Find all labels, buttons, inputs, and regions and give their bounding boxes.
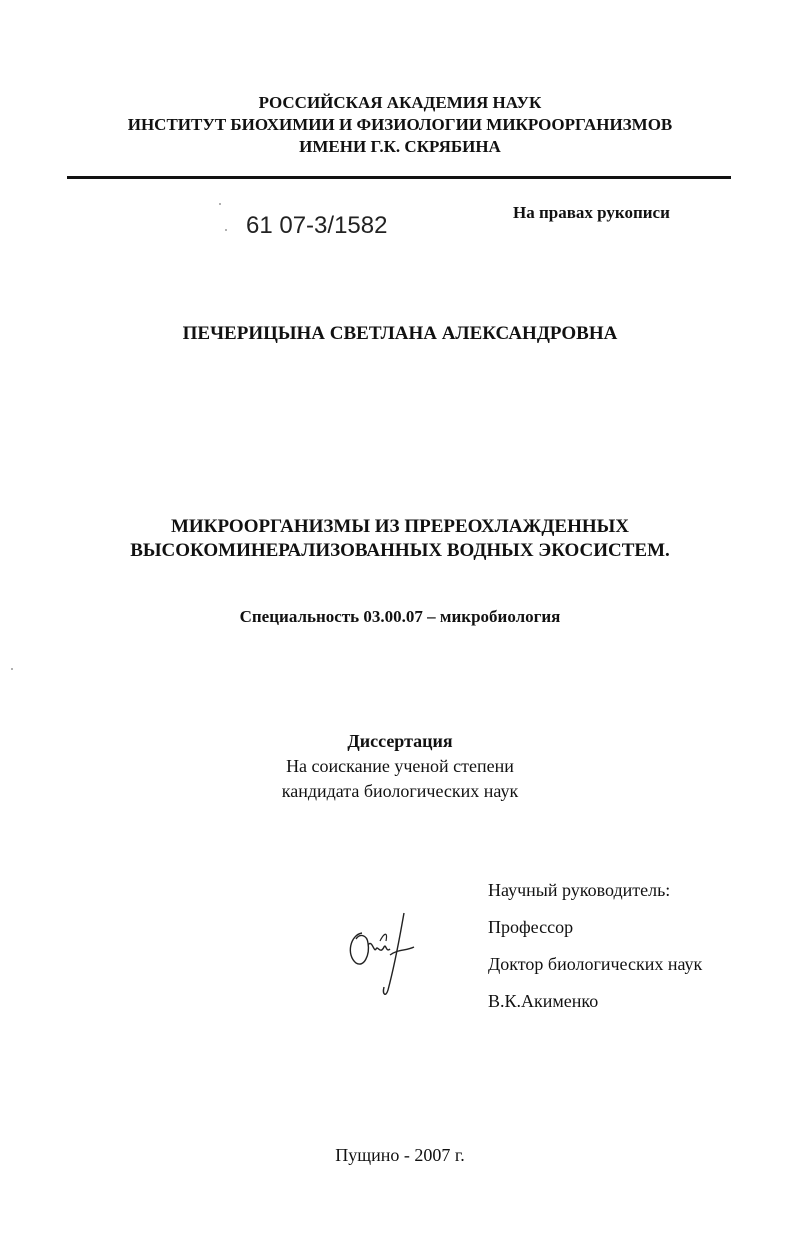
degree-statement xyxy=(60,729,740,804)
rights-notice: На правах рукописи xyxy=(513,203,670,222)
author-name: ПЕЧЕРИЦЫНА СВЕТЛАНА АЛЕКСАНДРОВНА xyxy=(182,323,618,344)
title-line-1: МИКРООРГАНИЗМЫ ИЗ ПРЕРЕОХЛАЖДЕННЫХ xyxy=(170,516,630,537)
scan-speck xyxy=(225,229,227,231)
scan-speck xyxy=(11,668,13,670)
thesis-line-1: На соискание ученой степени xyxy=(286,756,514,776)
place-and-year: Пущино - 2007 г. xyxy=(335,1145,465,1165)
supervisor-name: В.К.Акименко xyxy=(488,991,599,1011)
institution-header xyxy=(60,92,740,158)
supervisor-label: Научный руководитель: xyxy=(488,880,671,900)
specialty-line: Специальность 03.00.07 – микробиология xyxy=(239,607,561,626)
header-line-1: РОССИЙСКАЯ АКАДЕМИЯ НАУК xyxy=(258,93,542,112)
scan-speck xyxy=(219,203,221,205)
thesis-title: Диссертация xyxy=(347,731,453,751)
thesis-line-2: кандидата биологических наук xyxy=(281,781,519,801)
title-line-2: ВЫСОКОМИНЕРАЛИЗОВАННЫХ ВОДНЫХ ЭКОСИСТЕМ. xyxy=(130,540,670,561)
handwritten-signature xyxy=(340,905,420,1000)
supervisor-degree: Доктор биологических наук xyxy=(488,954,703,974)
supervisor-position: Профессор xyxy=(488,917,574,937)
catalog-stamp-number: 61 07-3/1582 xyxy=(246,212,388,239)
dissertation-title xyxy=(60,515,740,563)
header-divider xyxy=(67,176,731,179)
header-line-2: ИНСТИТУТ БИОХИМИИ И ФИЗИОЛОГИИ МИКРООРГАНИЗМОВ xyxy=(127,115,673,134)
header-line-3: ИМЕНИ Г.К. СКРЯБИНА xyxy=(299,137,501,156)
supervisor-block xyxy=(488,872,702,1020)
